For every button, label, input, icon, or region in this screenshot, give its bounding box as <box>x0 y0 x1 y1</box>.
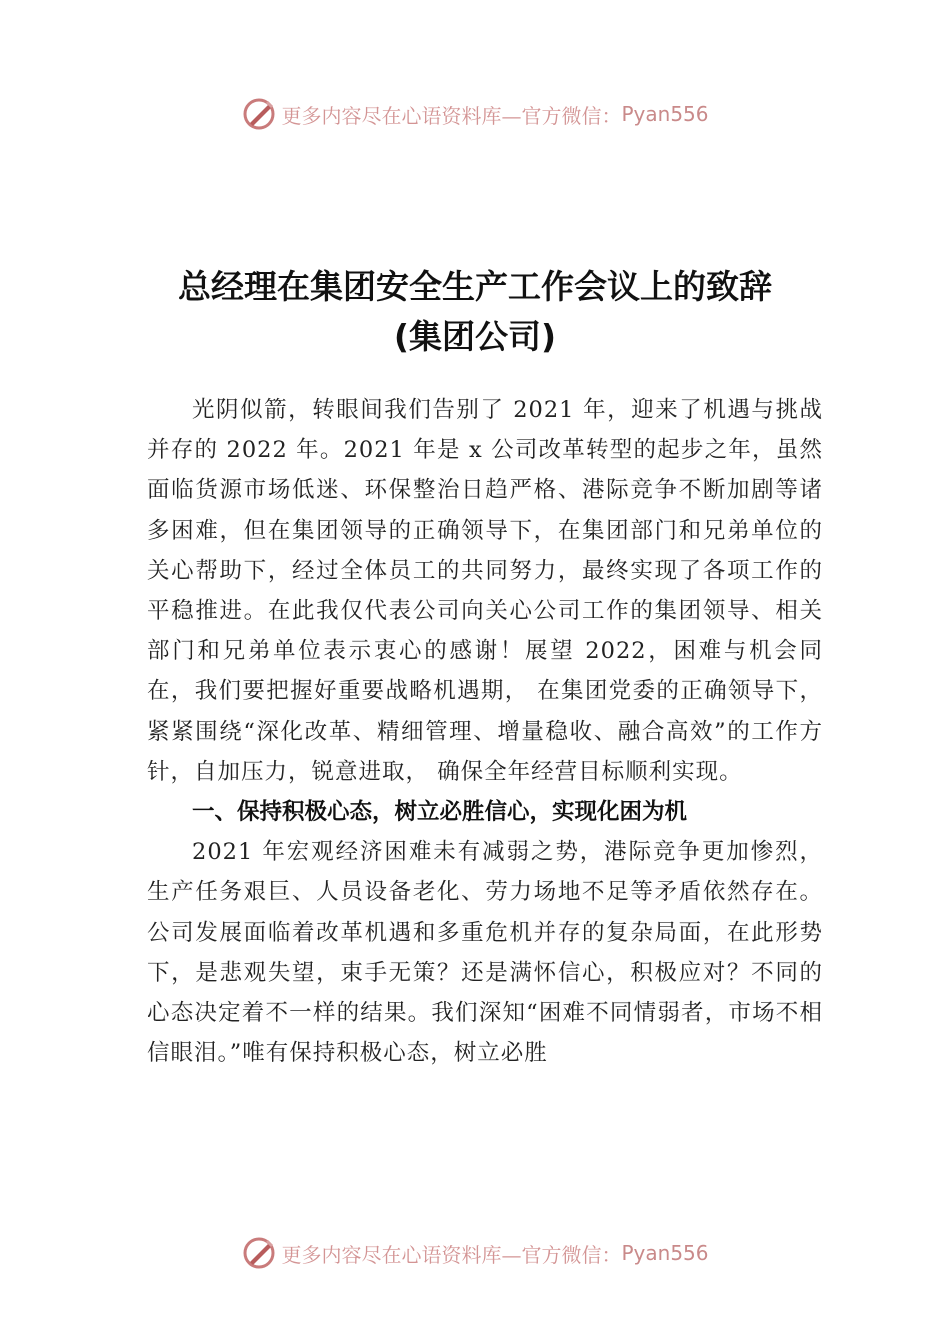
watermark-id: Pyan556 <box>621 1241 709 1265</box>
section-heading-1: 一、保持积极心态，树立必胜信心，实现化困为机 <box>192 799 688 826</box>
document-title <box>0 262 950 362</box>
paragraph-2: 2021 年宏观经济困难未有减弱之势，港际竞争更加惨烈，生产任务艰巨、人员设备老化、劳力场地不足等矛盾依然存在。公司发展面临着改革机遇和多重危机并存的复杂局面，在此形势下，是悲观失望，束手无策？还是满怀信心，积极应对？不同的心态决定着不一样的结果。我们深知“困难不同情弱者，市场不相信眼泪。”唯有保持积极心态，树立必胜 <box>147 839 823 1067</box>
pen-circle-logo-icon <box>241 96 277 132</box>
title-line-1: 总经理在集团安全生产工作会议上的致辞 <box>178 267 772 306</box>
pen-circle-logo-icon <box>241 1235 277 1271</box>
title-line-2: (集团公司) <box>393 317 557 356</box>
document-body <box>147 390 823 1073</box>
header-watermark <box>0 94 950 134</box>
footer-watermark <box>0 1233 950 1273</box>
watermark-text: 更多内容尽在心语资料库—官方微信： <box>281 1242 622 1267</box>
watermark-text: 更多内容尽在心语资料库—官方微信： <box>281 103 622 128</box>
paragraph-1: 光阴似箭，转眼间我们告别了 2021 年，迎来了机遇与挑战并存的 2022 年。2021 年是 x 公司改革转型的起步之年，虽然面临货源市场低迷、环保整治日趋严格、港际竞争不断加剧等诸多困难，但在集团领导的正确领导下，在集团部门和兄弟单位的关心帮助下，经过全体员工的共同努力，最终实现了各项工作的平稳推进。在此我仅代表公司向关心公司工作的集团领导、相关部门和兄弟单位表示衷心的感谢！展望 2022，困难与机会同在，我们要把握好重要战略机遇期， 在集团党委的正确领导下，紧紧围绕“深化改革、精细管理、增量稳收、融合高效”的工作方针，自加压力，锐意进取， 确保全年经营目标顺利实现。 <box>147 397 823 785</box>
watermark-id: Pyan556 <box>621 102 709 126</box>
